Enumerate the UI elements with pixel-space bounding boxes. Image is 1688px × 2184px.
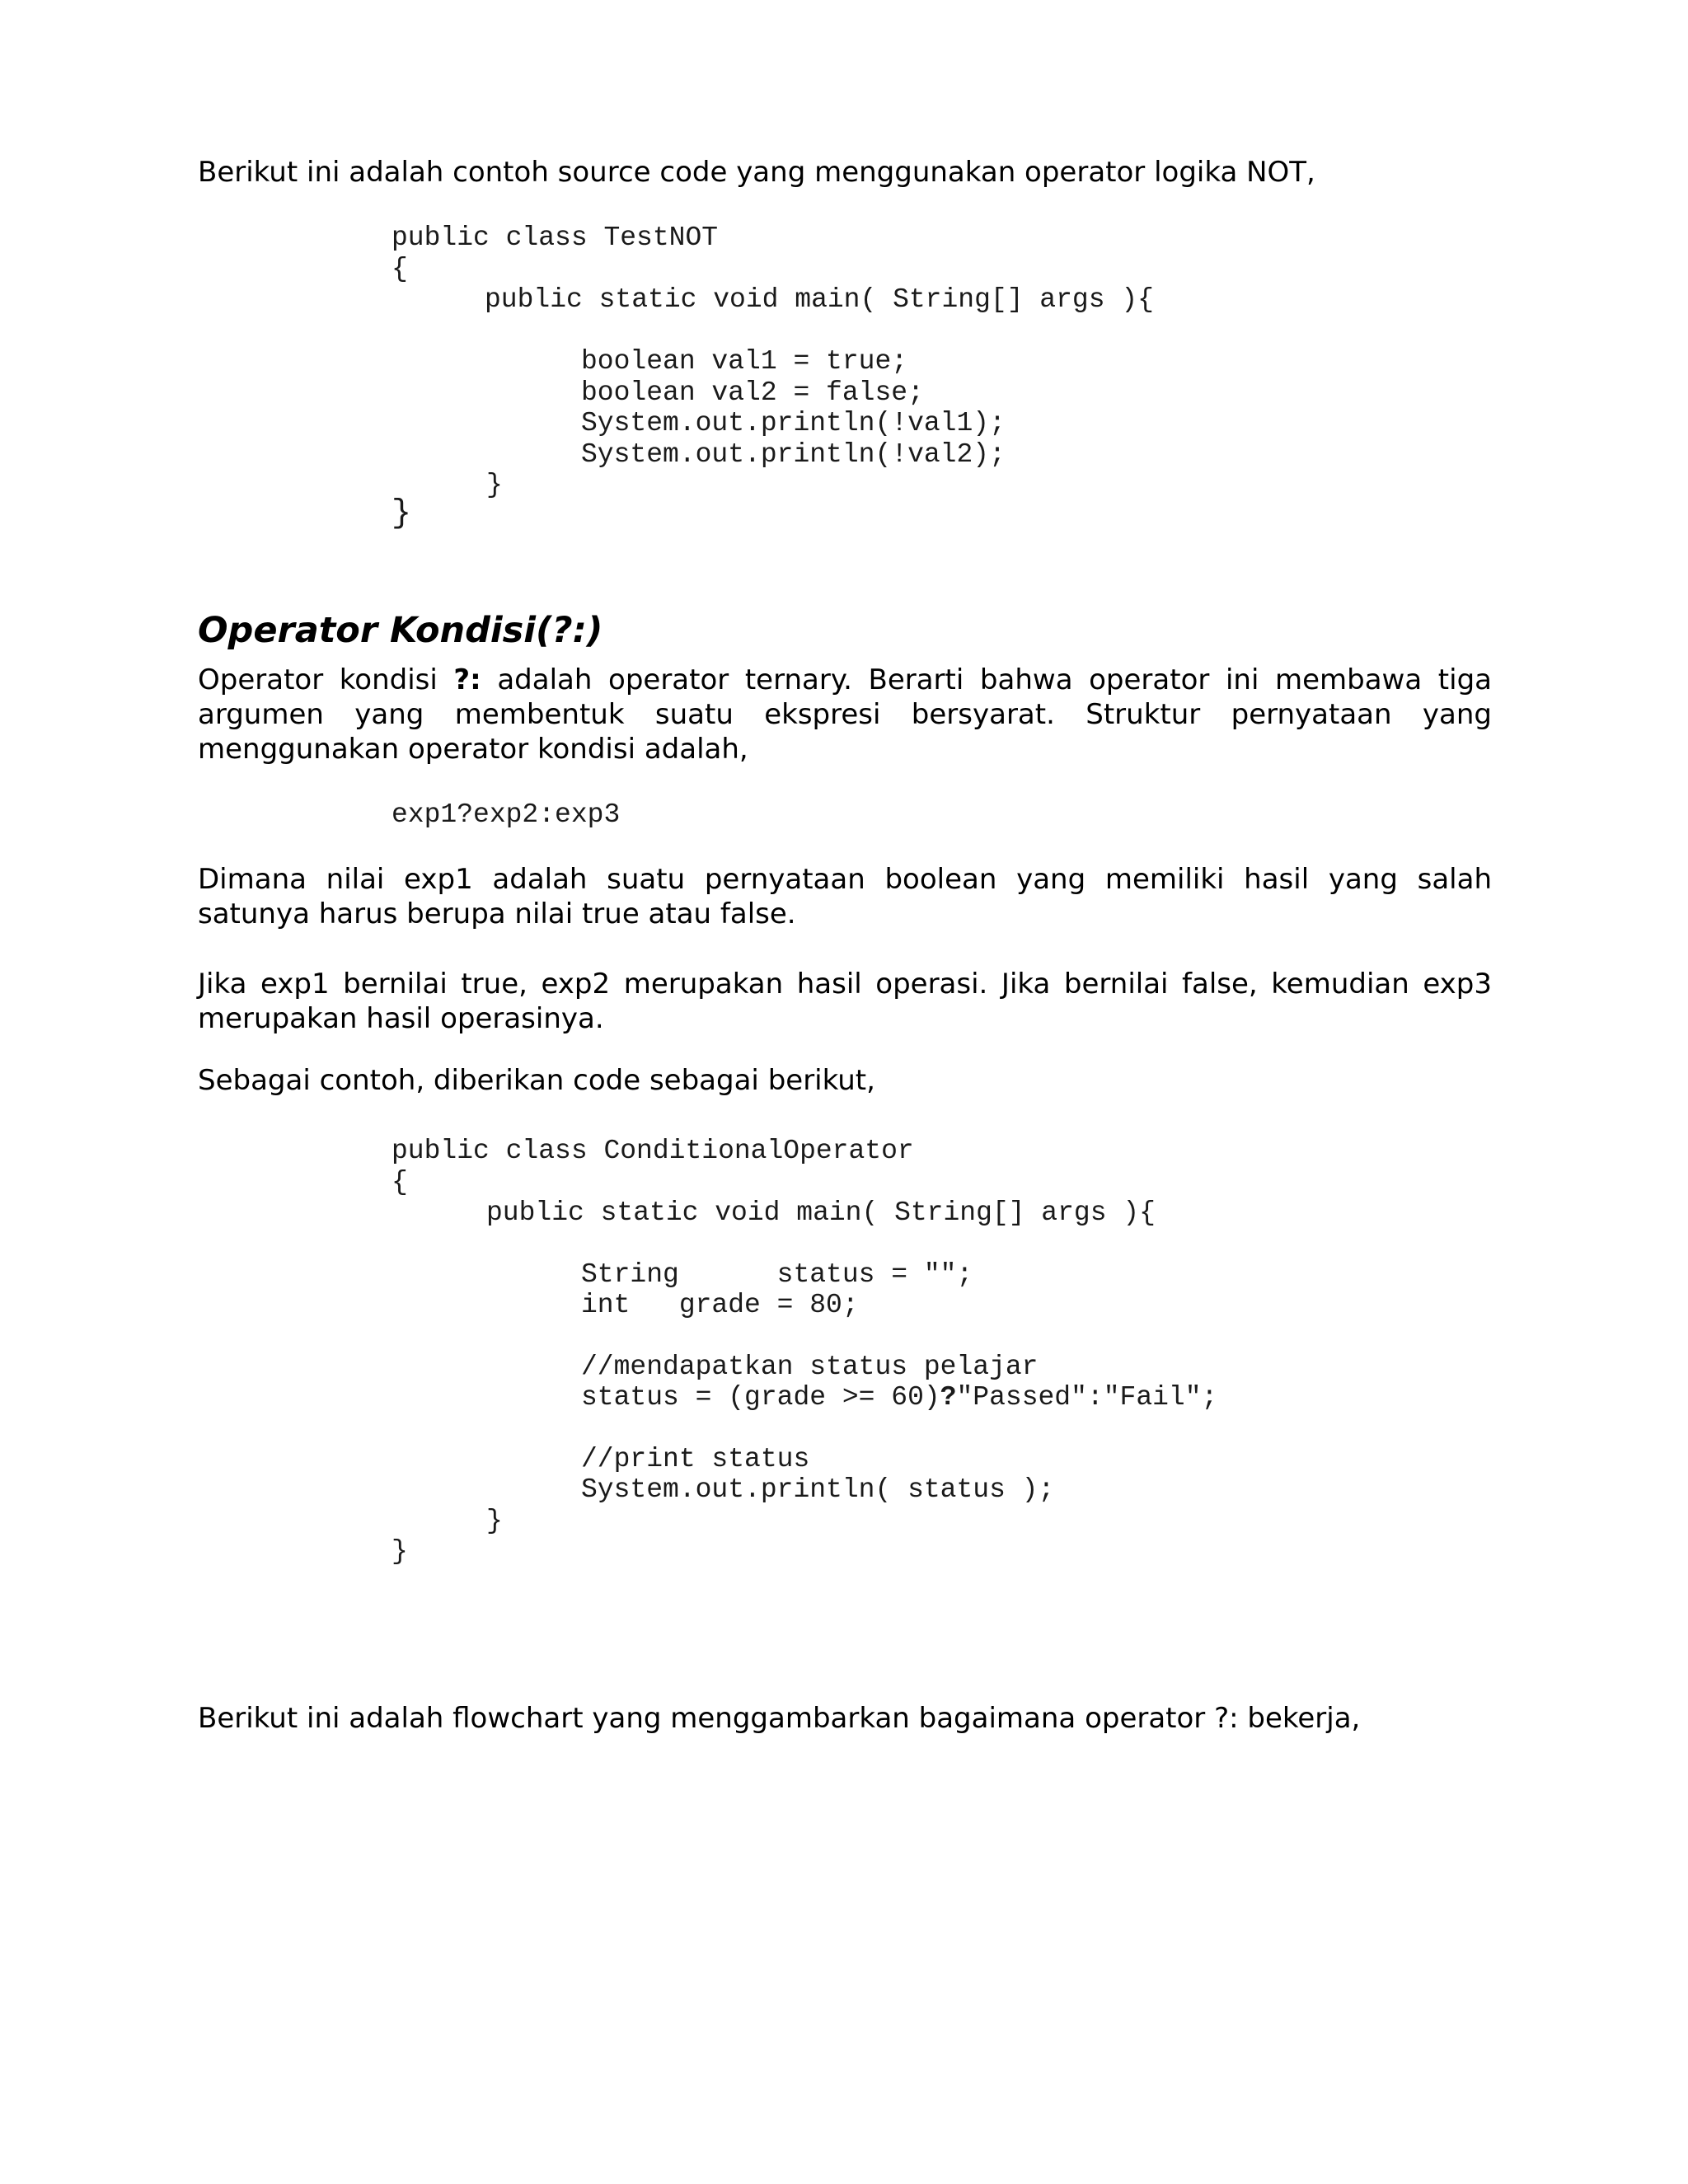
code-line: System.out.println( status ); [581,1474,1055,1505]
code-line: //mendapatkan status pelajar [581,1352,1039,1382]
paragraph-dimana: Dimana nilai exp1 adalah suatu pernyataan boolean yang memiliki hasil yang salah satunya harus berupa nilai true atau false. [198,863,1492,930]
paragraph-operator-kondisi [198,663,1492,766]
paragraph-flowchart: Berikut ini adalah flowchart yang menggambarkan bagaimana operator ?: bekerja, [198,1702,1361,1735]
code-span: status = (grade >= 60) [581,1382,940,1413]
intro-not-paragraph: Berikut ini adalah contoh source code yang menggunakan operator logika NOT, [198,156,1315,189]
code-line: public class TestNOT [392,223,719,253]
code-line: System.out.println(!val2); [581,439,1006,470]
paragraph-sebagai-contoh: Sebagai contoh, diberikan code sebagai berikut, [198,1064,875,1097]
code-line: System.out.println(!val1); [581,408,1006,438]
syntax-line: exp1?exp2:exp3 [392,799,621,830]
code-line: { [392,254,408,284]
code-span: "Passed":"Fail"; [956,1382,1218,1413]
code-span-bold: ? [940,1382,957,1413]
code-line: { [392,1167,408,1197]
text-span: adalah operator ternary. Berarti bahwa operator ini membawa tiga argumen yang membentuk suatu ekspresi bersyarat. Struktur pernyataan yang menggunakan operator kondisi adalah, [198,663,1492,766]
code-line: public class ConditionalOperator [392,1136,914,1166]
code-line: } [392,1536,408,1567]
code-line [581,1382,1217,1413]
code-line: } [392,495,412,532]
text-span: Operator kondisi [198,663,454,696]
code-line: int grade = 80; [581,1290,859,1320]
code-line: } [486,470,503,500]
code-line: public static void main( String[] args ){ [486,1197,1156,1228]
code-line: public static void main( String[] args ){ [485,284,1154,315]
code-line: //print status [581,1444,810,1474]
paragraph-jika: Jika exp1 bernilai true, exp2 merupakan hasil operasi. Jika bernilai false, kemudian exp3 merupakan hasil operasinya. [198,968,1492,1035]
code-line: boolean val1 = true; [581,346,908,377]
section-heading: Operator Kondisi(?:) [198,610,603,651]
operator-symbol: ?: [453,663,481,696]
code-line: String status = ""; [581,1259,973,1290]
code-line: } [486,1506,503,1536]
code-line: boolean val2 = false; [581,377,924,408]
